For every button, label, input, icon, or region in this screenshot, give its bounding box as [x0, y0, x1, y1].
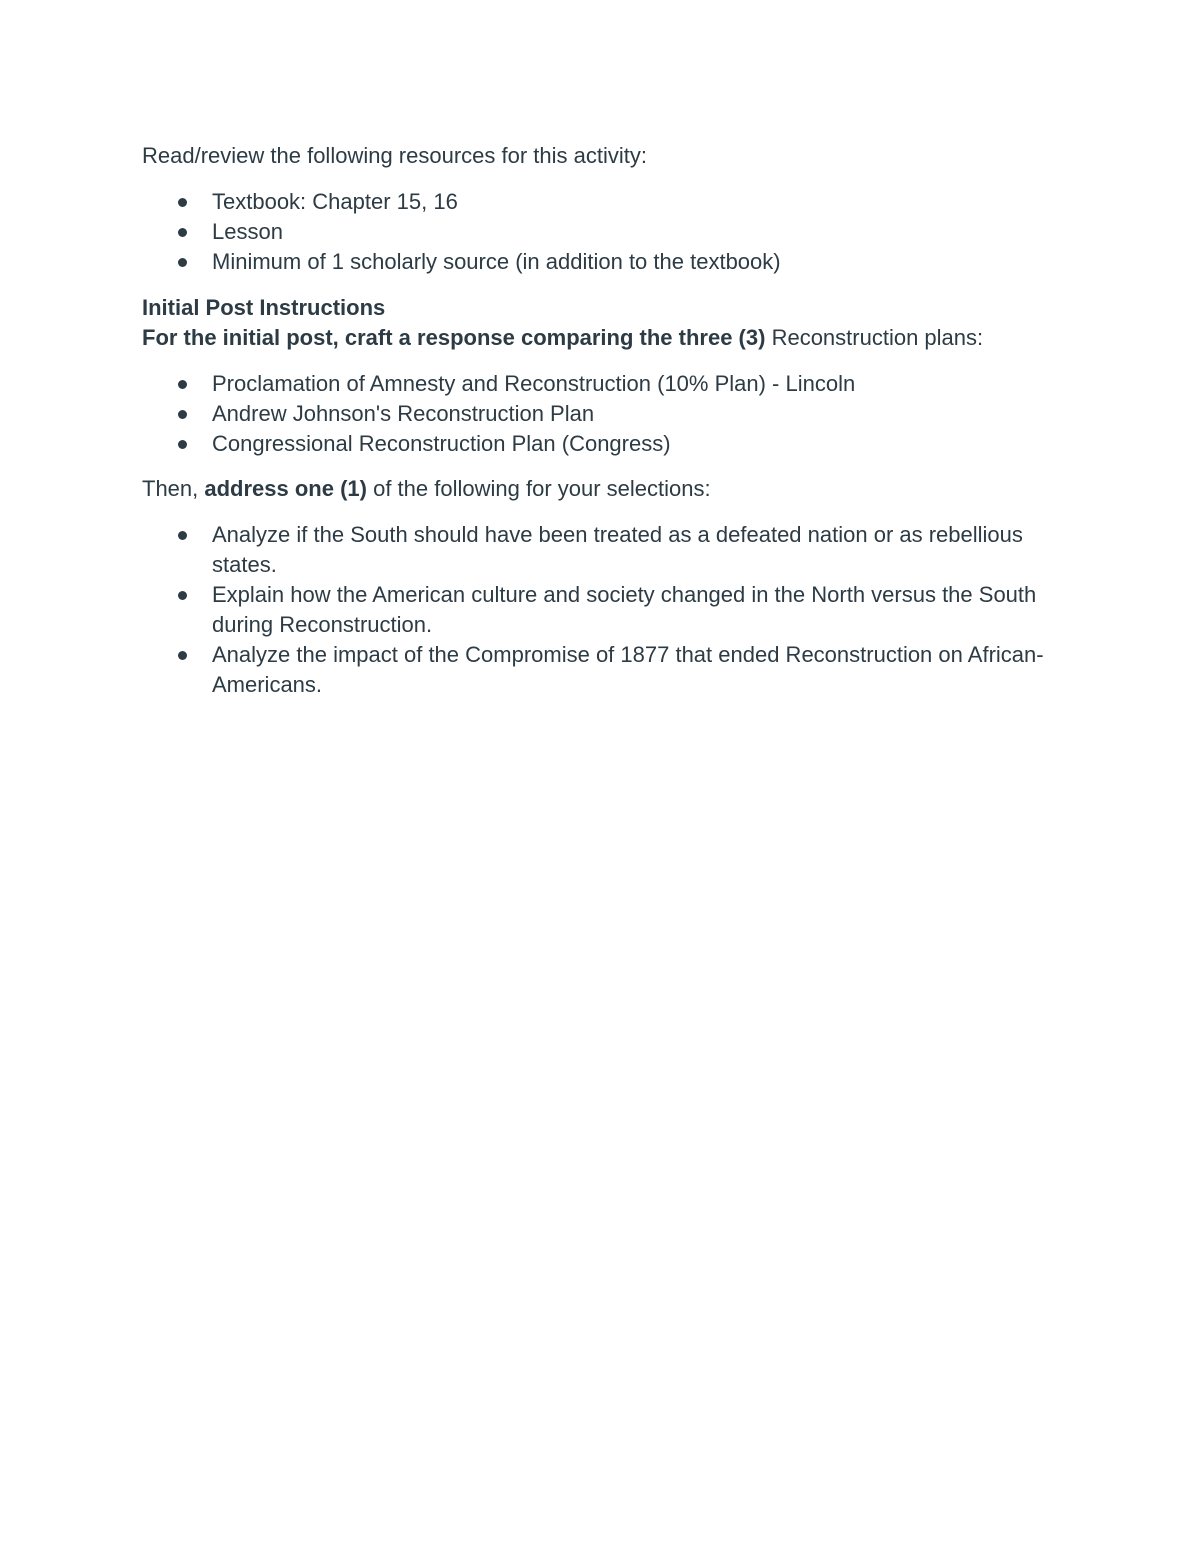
bullet-icon	[178, 440, 187, 449]
then-instruction: Then, address one (1) of the following for your selections:	[142, 476, 711, 501]
list-item: Textbook: Chapter 15, 16	[212, 187, 1062, 217]
bullet-icon	[178, 591, 187, 600]
bullet-icon	[178, 410, 187, 419]
resources-list	[142, 187, 1062, 277]
bullet-icon	[178, 228, 187, 237]
bullet-icon	[178, 198, 187, 207]
list-item: Congressional Reconstruction Plan (Congress)	[212, 429, 1062, 459]
list-item: Explain how the American culture and society changed in the North versus the South during Reconstruction.	[212, 580, 1062, 640]
list-item: Andrew Johnson's Reconstruction Plan	[212, 399, 1062, 429]
initial-post-prompt: For the initial post, craft a response comparing the three (3) Reconstruction plans:	[142, 325, 984, 350]
list-item: Proclamation of Amnesty and Reconstruction (10% Plan) - Lincoln	[212, 369, 1062, 399]
bullet-icon	[178, 380, 187, 389]
bullet-icon	[178, 258, 187, 267]
bullet-icon	[178, 531, 187, 540]
document-content	[142, 141, 1062, 700]
list-item: Lesson	[212, 217, 1062, 247]
resources-intro: Read/review the following resources for this activity:	[142, 143, 647, 168]
bullet-icon	[178, 651, 187, 660]
list-item: Analyze the impact of the Compromise of 1877 that ended Reconstruction on African-Americans.	[212, 640, 1062, 700]
plans-list	[142, 369, 1062, 459]
topics-list	[142, 520, 1062, 700]
list-item: Minimum of 1 scholarly source (in addition to the textbook)	[212, 247, 1062, 277]
section-heading: Initial Post Instructions	[142, 295, 386, 320]
list-item: Analyze if the South should have been treated as a defeated nation or as rebellious states.	[212, 520, 1062, 580]
